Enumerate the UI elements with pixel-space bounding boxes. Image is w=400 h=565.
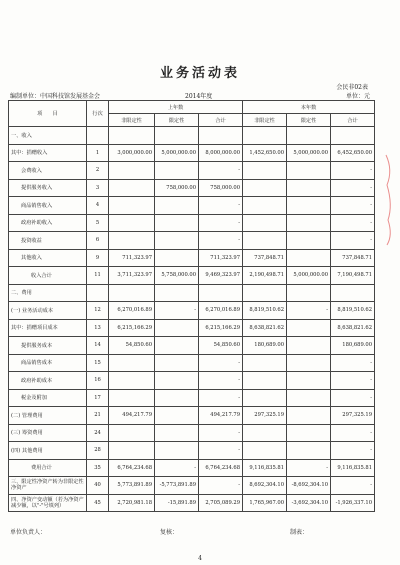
cell-item: 投资收益: [9, 232, 87, 250]
cell-c2: [287, 249, 331, 267]
table-row: [9, 337, 375, 355]
cell-p3: -: [199, 354, 243, 372]
cell-p3: -: [199, 442, 243, 460]
cell-p2: [155, 442, 199, 460]
table-row: [9, 162, 375, 180]
preparer-label: 制表：: [290, 529, 309, 536]
cell-p1: [109, 127, 155, 145]
table-row: [9, 407, 375, 425]
cell-c3: -: [331, 389, 375, 407]
cell-c1: 2,190,498.71: [243, 267, 287, 285]
cell-c2: 5,000,000.00: [287, 267, 331, 285]
cell-p2: [155, 162, 199, 180]
cell-c2: [287, 214, 331, 232]
cell-c3: 180,689.00: [331, 337, 375, 355]
cell-p2: [155, 337, 199, 355]
cell-line: 17: [87, 389, 109, 407]
cell-item: (二) 管理费用: [9, 407, 87, 425]
cell-c3: -: [331, 197, 375, 215]
table-row: [9, 197, 375, 215]
cell-item: 其中：捐赠收入: [9, 144, 87, 162]
cell-item: 四、净资产变动额（若为净资产减少额，以"-"号填列）: [9, 494, 87, 512]
cell-p2: [155, 232, 199, 250]
col-item: 项 目: [9, 101, 87, 127]
cell-c3: -: [331, 214, 375, 232]
cell-c3: -: [331, 442, 375, 460]
col-prev-restricted: 限定性: [155, 114, 199, 127]
cell-c2: [287, 179, 331, 197]
form-number: 会民非02表: [336, 84, 368, 91]
cell-item: 政府补助成本: [9, 372, 87, 390]
cell-c2: -3,692,304.10: [287, 494, 331, 512]
cell-c1: [243, 354, 287, 372]
cell-line: 13: [87, 319, 109, 337]
cell-item: 其中：捐赠项目成本: [9, 319, 87, 337]
cell-item: 其他收入: [9, 249, 87, 267]
table-row: [9, 179, 375, 197]
cell-line: 6: [87, 232, 109, 250]
cell-item: (一) 业务活动成本: [9, 302, 87, 320]
cell-p2: -: [155, 302, 199, 320]
col-prev-year: 上年数: [109, 101, 243, 114]
cell-p1: 6,764,234.68: [109, 459, 155, 477]
cell-item: 商品销售收入: [9, 197, 87, 215]
cell-p2: 5,000,000.00: [155, 144, 199, 162]
cell-p3: [199, 284, 243, 302]
cell-item: 提供服务成本: [9, 337, 87, 355]
cell-c2: [287, 442, 331, 460]
cell-c3: -: [331, 232, 375, 250]
cell-p3: 6,270,016.89: [199, 302, 243, 320]
cell-p2: -5,773,891.89: [155, 477, 199, 495]
cell-p2: [155, 407, 199, 425]
cell-c1: 8,692,304.10: [243, 477, 287, 495]
cell-item: 会费收入: [9, 162, 87, 180]
cell-line: [87, 284, 109, 302]
cell-item: 提供服务收入: [9, 179, 87, 197]
cell-p1: 711,323.97: [109, 249, 155, 267]
cell-p1: [109, 354, 155, 372]
cell-p2: 5,758,000.00: [155, 267, 199, 285]
cell-p1: [109, 162, 155, 180]
table-row: [9, 267, 375, 285]
cell-c1: 1,765,967.00: [243, 494, 287, 512]
cell-p2: 758,000.00: [155, 179, 199, 197]
cell-p1: [109, 197, 155, 215]
manager-label: 单位负责人：: [10, 529, 47, 536]
table-row: [9, 494, 375, 512]
col-line: 行次: [87, 101, 109, 127]
period-label: 2014年度: [185, 93, 213, 100]
cell-c1: [243, 284, 287, 302]
cell-c1: [243, 179, 287, 197]
cell-c2: [287, 162, 331, 180]
cell-c2: [287, 197, 331, 215]
cell-c3: -1,926,337.10: [331, 494, 375, 512]
cell-p1: [109, 424, 155, 442]
col-prev-unrestricted: 非限定性: [109, 114, 155, 127]
cell-p2: [155, 354, 199, 372]
table-row: [9, 144, 375, 162]
cell-c3: -: [331, 162, 375, 180]
cell-c1: 8,819,510.62: [243, 302, 287, 320]
cell-p1: [109, 372, 155, 390]
cell-item: 费用合计: [9, 459, 87, 477]
table-row: [9, 284, 375, 302]
cell-c2: [287, 284, 331, 302]
col-prev-total: 合计: [199, 114, 243, 127]
cell-p3: 758,000.00: [199, 179, 243, 197]
cell-c3: 9,116,835.81: [331, 459, 375, 477]
cell-c1: 297,325.19: [243, 407, 287, 425]
cell-c2: [287, 389, 331, 407]
organization-label: 编制单位：中国科技馆发展基金会: [10, 93, 101, 100]
cell-p1: 494,217.79: [109, 407, 155, 425]
cell-p1: [109, 179, 155, 197]
cell-item: (四) 其他费用: [9, 442, 87, 460]
reviewer-label: 复核：: [160, 529, 179, 536]
col-curr-unrestricted: 非限定性: [243, 114, 287, 127]
cell-line: 9: [87, 249, 109, 267]
table-row: [9, 389, 375, 407]
cell-p3: 9,469,323.97: [199, 267, 243, 285]
cell-line: 15: [87, 354, 109, 372]
cell-p3: -: [199, 372, 243, 390]
cell-c1: [243, 162, 287, 180]
cell-item: 商品销售成本: [9, 354, 87, 372]
cell-item: 三、限定性净资产转为非限定性净资产: [9, 477, 87, 495]
table-row: [9, 424, 375, 442]
cell-p2: [155, 197, 199, 215]
cell-c1: [243, 232, 287, 250]
cell-item: 一、收入: [9, 127, 87, 145]
cell-line: 5: [87, 214, 109, 232]
cell-p1: [109, 214, 155, 232]
cell-c1: [243, 127, 287, 145]
cell-item: 政府补助收入: [9, 214, 87, 232]
cell-p1: [109, 284, 155, 302]
cell-c2: [287, 372, 331, 390]
page-title: 业务活动表: [159, 66, 240, 81]
cell-c2: 5,000,000.00: [287, 144, 331, 162]
cell-p2: [155, 319, 199, 337]
cell-p2: [155, 372, 199, 390]
cell-p1: 3,711,323.97: [109, 267, 155, 285]
cell-p1: 3,000,000.00: [109, 144, 155, 162]
cell-c2: [287, 407, 331, 425]
col-curr-year: 本年数: [243, 101, 375, 114]
cell-c2: [287, 319, 331, 337]
cell-p1: [109, 232, 155, 250]
cell-p3: -: [199, 162, 243, 180]
page-number: 4: [198, 555, 202, 562]
cell-line: 4: [87, 197, 109, 215]
cell-item: 税金及附加: [9, 389, 87, 407]
cell-p3: 2,705,089.29: [199, 494, 243, 512]
cell-line: 14: [87, 337, 109, 355]
cell-c2: [287, 127, 331, 145]
cell-p3: -: [199, 389, 243, 407]
cell-line: 28: [87, 442, 109, 460]
table-row: [9, 232, 375, 250]
table-row: [9, 127, 375, 145]
cell-c3: -: [331, 372, 375, 390]
cell-p3: 6,215,166.29: [199, 319, 243, 337]
cell-p3: 54,850.60: [199, 337, 243, 355]
cell-line: 45: [87, 494, 109, 512]
cell-line: 16: [87, 372, 109, 390]
cell-p3: -: [199, 424, 243, 442]
cell-c3: -: [331, 354, 375, 372]
table-row: [9, 442, 375, 460]
cell-p1: 2,720,981.18: [109, 494, 155, 512]
unit-label: 单位：元: [345, 93, 370, 100]
cell-p1: 54,850.60: [109, 337, 155, 355]
cell-p2: -: [155, 459, 199, 477]
cell-c1: [243, 214, 287, 232]
cell-c3: -: [331, 424, 375, 442]
table-row: [9, 459, 375, 477]
cell-p3: 494,217.79: [199, 407, 243, 425]
cell-c3: 8,819,510.62: [331, 302, 375, 320]
cell-c3: [331, 127, 375, 145]
cell-p1: 5,773,891.89: [109, 477, 155, 495]
cell-p3: -: [199, 214, 243, 232]
cell-c2: [287, 354, 331, 372]
cell-c2: [287, 337, 331, 355]
cell-c1: [243, 389, 287, 407]
cell-p3: -: [199, 197, 243, 215]
cell-p2: [155, 424, 199, 442]
cell-c1: 9,116,835.81: [243, 459, 287, 477]
cell-c2: [287, 424, 331, 442]
table-row: [9, 302, 375, 320]
cell-c1: [243, 372, 287, 390]
cell-c1: 8,638,821.62: [243, 319, 287, 337]
cell-p2: [155, 284, 199, 302]
cell-p1: 6,215,166.29: [109, 319, 155, 337]
cell-c3: 7,190,498.71: [331, 267, 375, 285]
cell-p1: [109, 442, 155, 460]
cell-c3: 297,325.19: [331, 407, 375, 425]
cell-line: 12: [87, 302, 109, 320]
col-curr-restricted: 限定性: [287, 114, 331, 127]
table-row: [9, 354, 375, 372]
cell-c3: [331, 284, 375, 302]
cell-p1: 6,270,016.89: [109, 302, 155, 320]
cell-p3: [199, 127, 243, 145]
cell-line: 24: [87, 424, 109, 442]
cell-p2: [155, 249, 199, 267]
cell-p2: -15,891.89: [155, 494, 199, 512]
cell-line: 35: [87, 459, 109, 477]
cell-p3: -: [199, 232, 243, 250]
cell-c3: -: [331, 477, 375, 495]
cell-c2: -: [287, 302, 331, 320]
cell-c3: 737,848.71: [331, 249, 375, 267]
cell-item: 收入合计: [9, 267, 87, 285]
cell-item: (三) 筹资费用: [9, 424, 87, 442]
cell-line: [87, 127, 109, 145]
cell-c2: [287, 232, 331, 250]
cell-c3: 6,452,650.00: [331, 144, 375, 162]
cell-line: 40: [87, 477, 109, 495]
table-row: [9, 319, 375, 337]
cell-c3: 8,638,821.62: [331, 319, 375, 337]
faint-background-text: [0, 42, 400, 53]
cell-c1: 737,848.71: [243, 249, 287, 267]
cell-c2: -: [287, 459, 331, 477]
cell-p1: [109, 389, 155, 407]
cell-line: 11: [87, 267, 109, 285]
table-row: [9, 477, 375, 495]
cell-line: 1: [87, 144, 109, 162]
cell-c1: 180,689.00: [243, 337, 287, 355]
cell-c1: 1,452,650.00: [243, 144, 287, 162]
cell-p3: 711,323.97: [199, 249, 243, 267]
cell-p2: [155, 214, 199, 232]
cell-c2: -8,692,304.10: [287, 477, 331, 495]
table-row: [9, 214, 375, 232]
cell-p2: [155, 127, 199, 145]
activity-table: [8, 100, 375, 512]
cell-item: 二、费用: [9, 284, 87, 302]
cell-p3: -: [199, 477, 243, 495]
cell-line: 21: [87, 407, 109, 425]
cell-line: 2: [87, 162, 109, 180]
red-seal-edge: [384, 150, 394, 250]
cell-p2: [155, 389, 199, 407]
cell-p3: 8,000,000.00: [199, 144, 243, 162]
cell-c1: [243, 197, 287, 215]
cell-line: 3: [87, 179, 109, 197]
cell-c1: [243, 424, 287, 442]
col-curr-total: 合计: [331, 114, 375, 127]
table-row: [9, 372, 375, 390]
cell-c3: -: [331, 179, 375, 197]
table-row: [9, 249, 375, 267]
cell-p3: 6,764,234.68: [199, 459, 243, 477]
cell-c1: [243, 442, 287, 460]
